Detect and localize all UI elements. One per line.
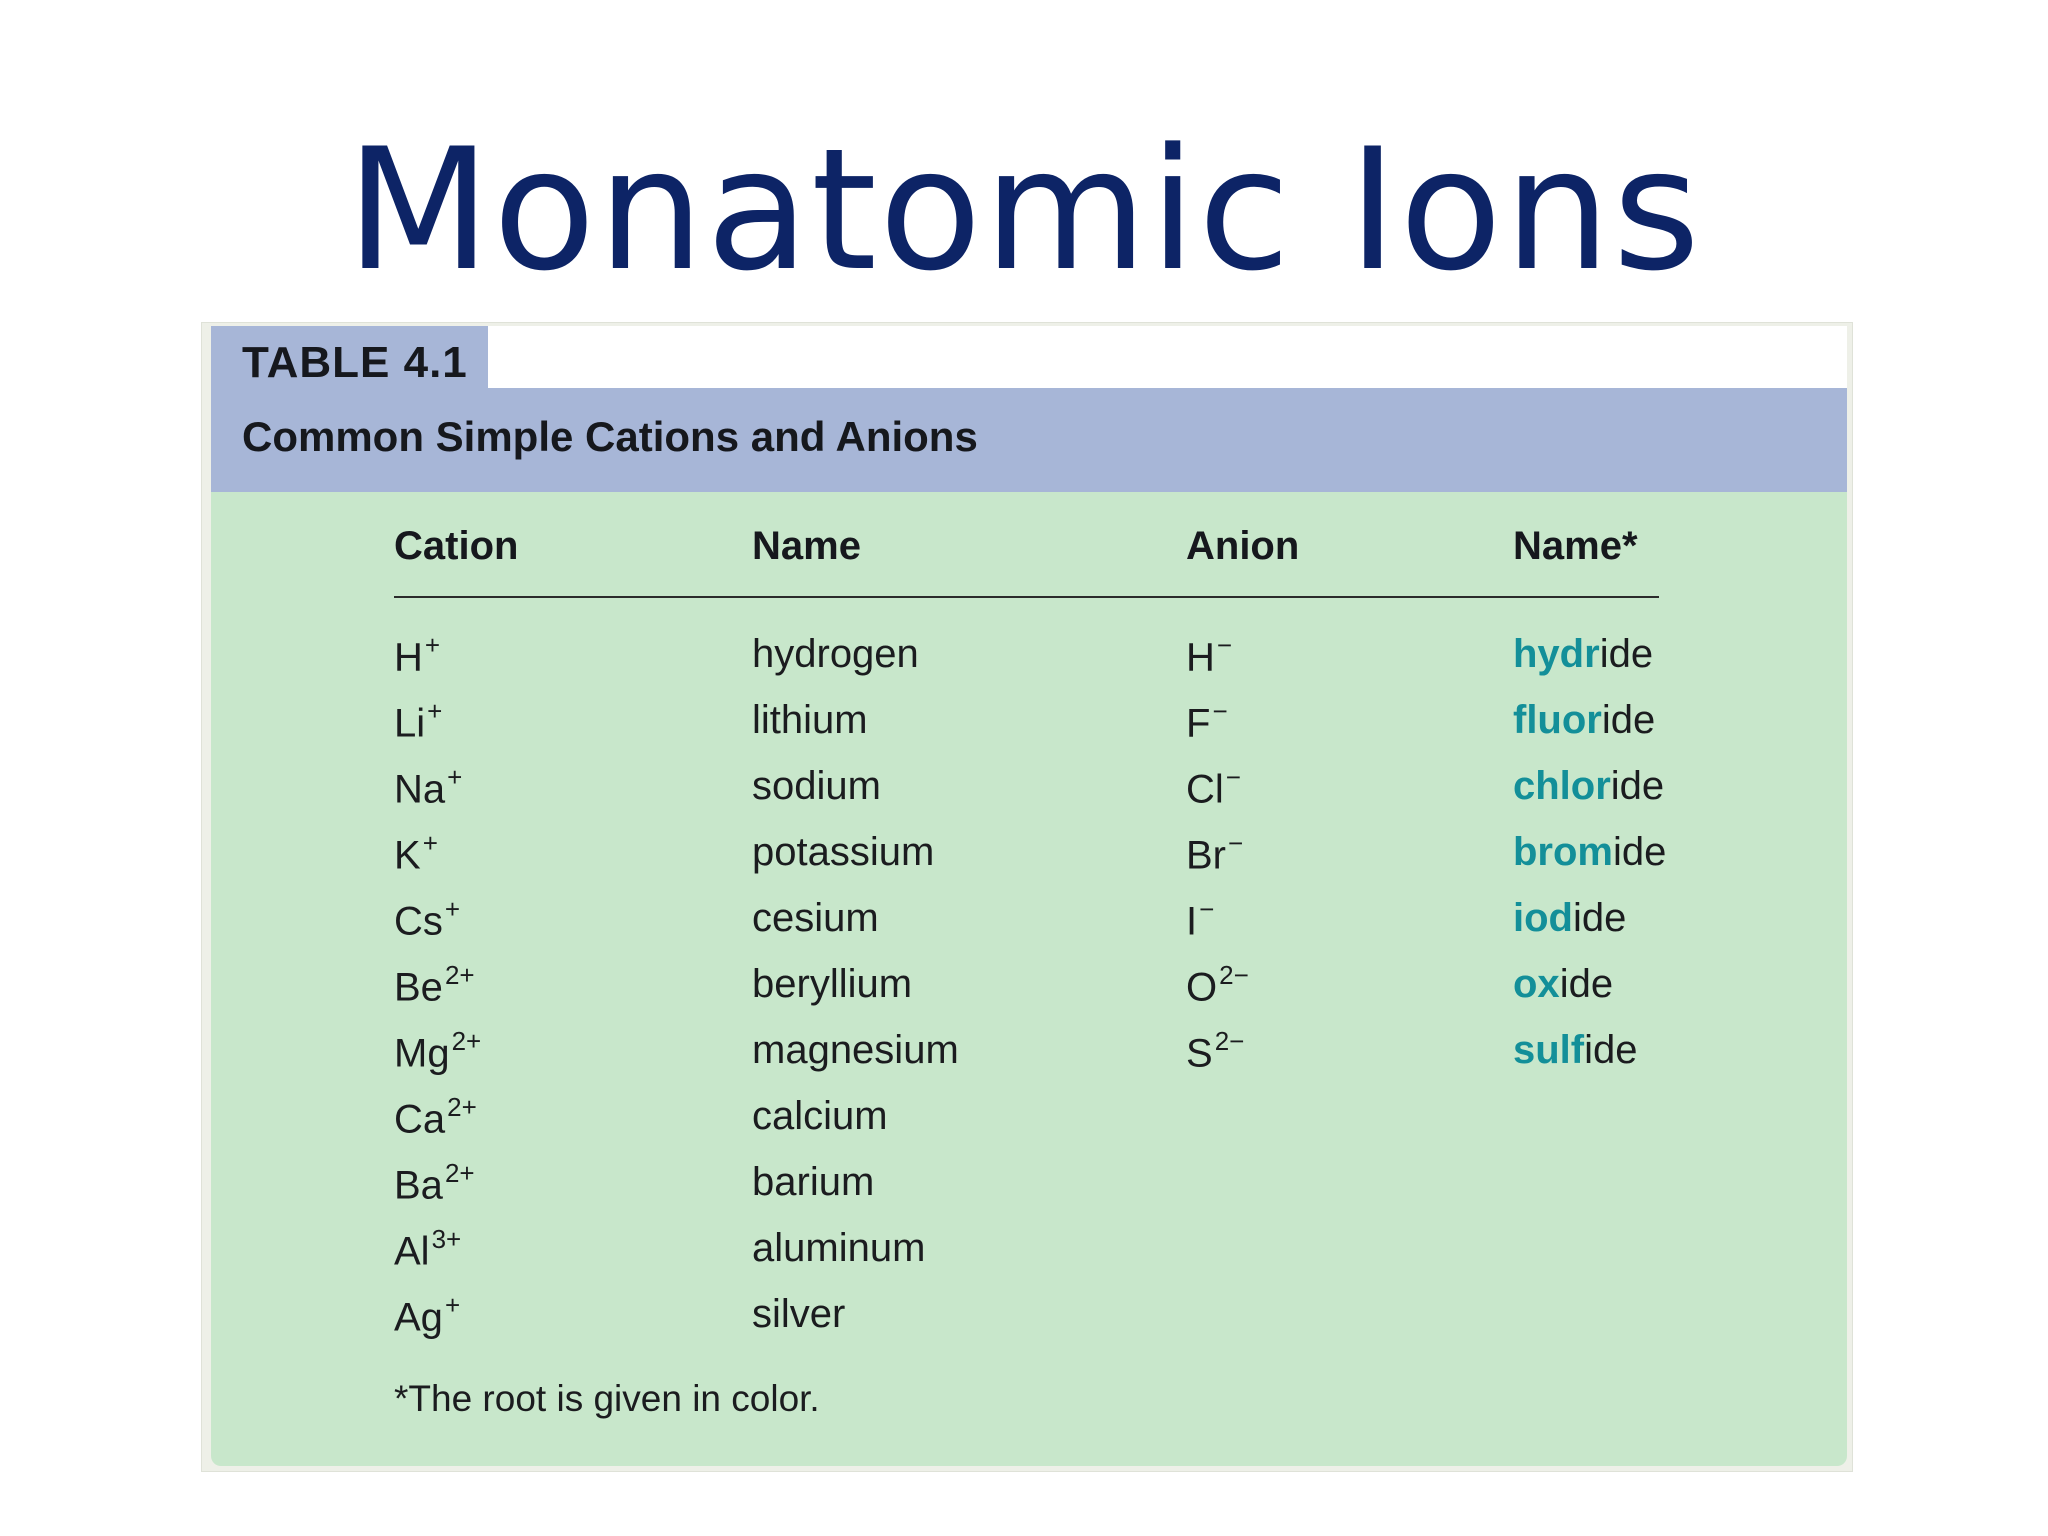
- anion-name-suffix: ide: [1601, 698, 1656, 742]
- cation-symbol: [394, 896, 460, 944]
- ion-charge: 2−: [1219, 960, 1249, 990]
- ion-charge: +: [422, 828, 438, 858]
- anion-symbol: [1186, 764, 1241, 812]
- ion-charge: +: [424, 630, 441, 660]
- element-symbol: O: [1186, 965, 1218, 1010]
- cation-symbol: [394, 830, 438, 878]
- cation-name: silver: [752, 1292, 846, 1336]
- element-symbol: K: [394, 833, 421, 878]
- anion-name: [1513, 632, 1653, 677]
- table-number-tab: [211, 326, 488, 388]
- anion-name: [1513, 896, 1626, 941]
- anion-name-root: ox: [1513, 962, 1560, 1006]
- ion-charge: 3+: [431, 1224, 462, 1254]
- anion-name: [1513, 1028, 1638, 1073]
- cation-symbol: [394, 1028, 481, 1076]
- cation-name: barium: [752, 1160, 875, 1204]
- anion-name: [1513, 764, 1664, 809]
- anion-symbol: [1186, 698, 1228, 746]
- ion-charge: −: [1216, 630, 1233, 660]
- anion-name-root: brom: [1513, 830, 1613, 874]
- anion-symbol: [1186, 896, 1214, 944]
- element-symbol: Li: [394, 701, 426, 746]
- cation-name: cesium: [752, 896, 879, 940]
- element-symbol: Mg: [394, 1031, 450, 1076]
- ion-charge: 2+: [444, 1158, 475, 1188]
- anion-name-suffix: ide: [1613, 830, 1667, 874]
- cation-name: magnesium: [752, 1028, 959, 1072]
- element-symbol: Na: [394, 767, 446, 812]
- header-anion-name: Name*: [1513, 524, 1638, 568]
- ion-charge: −: [1212, 696, 1228, 726]
- cation-symbol: [394, 1292, 460, 1340]
- cation-symbol: [394, 764, 462, 812]
- ion-charge: +: [427, 696, 443, 726]
- element-symbol: Ba: [394, 1163, 443, 1208]
- ion-charge: 2−: [1214, 1026, 1245, 1056]
- cation-name: sodium: [752, 764, 881, 808]
- ion-charge: +: [447, 762, 463, 792]
- element-symbol: F: [1186, 701, 1211, 746]
- cation-name: aluminum: [752, 1226, 926, 1270]
- anion-name: [1513, 962, 1613, 1007]
- element-symbol: I: [1186, 899, 1198, 944]
- ion-table: [211, 326, 1847, 1466]
- table-caption-band: [211, 388, 1847, 492]
- element-symbol: S: [1186, 1031, 1213, 1076]
- anion-name-suffix: ide: [1572, 896, 1627, 940]
- element-symbol: Al: [394, 1229, 430, 1274]
- anion-symbol: [1186, 830, 1243, 878]
- cation-symbol: [394, 698, 442, 746]
- element-symbol: H: [1186, 635, 1215, 680]
- element-symbol: Cs: [394, 899, 443, 944]
- anion-name-suffix: ide: [1559, 962, 1614, 1006]
- anion-symbol: [1186, 962, 1249, 1010]
- cation-name: potassium: [752, 830, 935, 874]
- table-number: TABLE 4.1: [242, 338, 468, 387]
- cation-symbol: [394, 632, 440, 680]
- anion-name-suffix: ide: [1599, 632, 1654, 676]
- anion-symbol: [1186, 632, 1232, 680]
- ion-charge: +: [444, 894, 461, 924]
- cation-symbol: [394, 962, 475, 1010]
- cation-symbol: [394, 1160, 475, 1208]
- header-cation: Cation: [394, 524, 519, 568]
- cation-name: lithium: [752, 698, 868, 742]
- anion-name: [1513, 830, 1666, 875]
- anion-symbol: [1186, 1028, 1244, 1076]
- ion-charge: −: [1225, 762, 1241, 792]
- element-symbol: Ag: [394, 1295, 443, 1340]
- anion-name-root: chlor: [1513, 764, 1611, 808]
- slide-title: Monatomic Ions: [345, 112, 1703, 308]
- ion-charge: +: [444, 1290, 461, 1320]
- anion-name-root: hydr: [1513, 632, 1600, 676]
- element-symbol: Be: [394, 965, 443, 1010]
- anion-name-suffix: ide: [1584, 1028, 1638, 1072]
- element-symbol: Br: [1186, 833, 1226, 878]
- table-footnote: *The root is given in color.: [394, 1378, 820, 1419]
- anion-name-suffix: ide: [1610, 764, 1665, 808]
- cation-symbol: [394, 1094, 477, 1142]
- ion-charge: −: [1228, 828, 1244, 858]
- anion-name-root: fluor: [1513, 698, 1602, 742]
- element-symbol: H: [394, 635, 423, 680]
- anion-name-root: sulf: [1513, 1028, 1585, 1072]
- header-divider: [394, 596, 1659, 598]
- ion-charge: 2+: [444, 960, 475, 990]
- cation-name: hydrogen: [752, 632, 919, 676]
- anion-name: [1513, 698, 1655, 743]
- ion-charge: −: [1199, 894, 1215, 924]
- ion-charge: 2+: [451, 1026, 482, 1056]
- ion-charge: 2+: [447, 1092, 477, 1122]
- anion-name-root: iod: [1513, 896, 1573, 940]
- element-symbol: Ca: [394, 1097, 446, 1142]
- cation-symbol: [394, 1226, 461, 1274]
- cation-name: beryllium: [752, 962, 913, 1006]
- header-anion: Anion: [1186, 524, 1300, 568]
- table-caption: Common Simple Cations and Anions: [242, 413, 978, 460]
- header-cation-name: Name: [752, 524, 861, 568]
- cation-name: calcium: [752, 1094, 888, 1138]
- element-symbol: Cl: [1186, 767, 1224, 812]
